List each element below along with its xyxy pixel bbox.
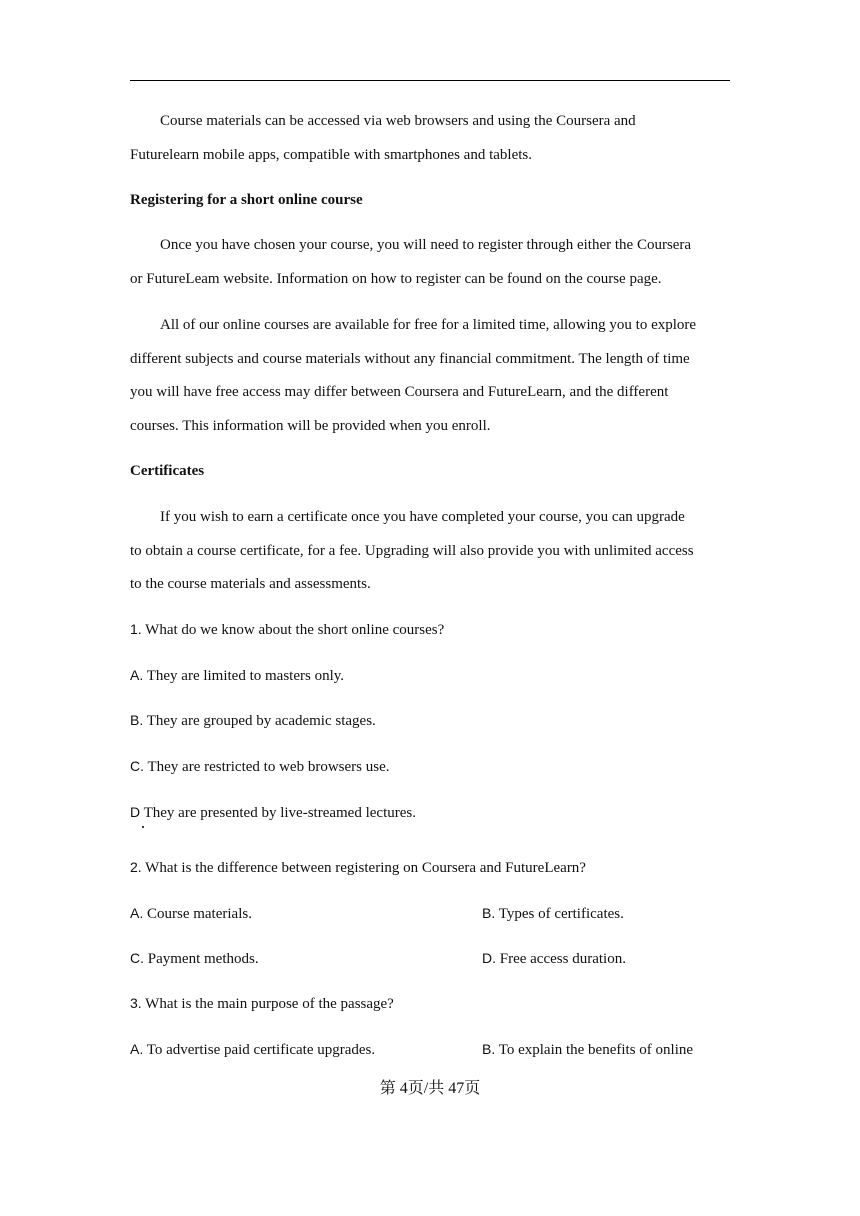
option-label: A. bbox=[130, 1041, 144, 1057]
q1-option-c[interactable] bbox=[130, 756, 389, 777]
option-label: B. bbox=[482, 1041, 496, 1057]
option-text: They are restricted to web browsers use. bbox=[147, 759, 390, 775]
passage-line: Course materials can be accessed via web browsers and using the Coursera and bbox=[160, 113, 636, 129]
question-1 bbox=[130, 619, 444, 640]
question-2 bbox=[130, 857, 586, 878]
q1-option-d[interactable] bbox=[130, 802, 416, 823]
option-text: They are limited to masters only. bbox=[146, 668, 345, 684]
option-text: They are presented by live-streamed lectures. bbox=[143, 805, 416, 821]
passage-line: to the course materials and assessments. bbox=[130, 576, 371, 592]
q1-option-b[interactable] bbox=[130, 710, 376, 731]
question-3 bbox=[130, 993, 394, 1014]
passage-line: to obtain a course certificate, for a fee. Upgrading will also provide you with unlimited access bbox=[130, 543, 694, 559]
option-label: C. bbox=[130, 950, 144, 966]
option-d-dot-mark bbox=[142, 826, 144, 828]
option-label: D. bbox=[482, 950, 496, 966]
q3-option-b[interactable] bbox=[482, 1039, 693, 1060]
option-text: To advertise paid certificate upgrades. bbox=[146, 1042, 376, 1058]
option-text: Payment methods. bbox=[147, 951, 259, 967]
passage-line: Once you have chosen your course, you will need to register through either the Coursera bbox=[160, 237, 692, 253]
option-text: Free access duration. bbox=[499, 951, 626, 967]
passage-line: or FutureLeam website. Information on how to register can be found on the course page. bbox=[130, 271, 662, 287]
question-number: 3. bbox=[130, 995, 142, 1011]
passage-line: different subjects and course materials without any financial commitment. The length of time bbox=[130, 351, 690, 367]
passage-line: If you wish to earn a certificate once you have completed your course, you can upgrade bbox=[160, 509, 685, 525]
option-text: They are grouped by academic stages. bbox=[146, 713, 376, 729]
option-label: C. bbox=[130, 758, 144, 774]
passage-line: Futurelearn mobile apps, compatible with smartphones and tablets. bbox=[130, 147, 532, 163]
question-number: 1. bbox=[130, 621, 142, 637]
option-label: D bbox=[130, 804, 141, 820]
q3-option-a[interactable] bbox=[130, 1039, 375, 1060]
question-text: What is the difference between registering on Coursera and FutureLearn? bbox=[145, 860, 586, 876]
question-text: What do we know about the short online courses? bbox=[145, 622, 445, 638]
option-label: B. bbox=[130, 712, 144, 728]
option-label: A. bbox=[130, 667, 144, 683]
q2-option-c[interactable] bbox=[130, 948, 259, 969]
question-text: What is the main purpose of the passage? bbox=[145, 996, 394, 1012]
option-label: B. bbox=[482, 905, 496, 921]
section-heading-certificates: Certificates bbox=[130, 463, 205, 479]
option-text: Course materials. bbox=[146, 906, 252, 922]
option-text: To explain the benefits of online bbox=[498, 1042, 694, 1058]
q2-option-b[interactable] bbox=[482, 903, 624, 924]
q2-option-d[interactable] bbox=[482, 948, 626, 969]
option-text: Types of certificates. bbox=[498, 906, 624, 922]
section-heading-registering: Registering for a short online course bbox=[130, 192, 363, 208]
question-number: 2. bbox=[130, 859, 142, 875]
page-number-footer: 第 4页/共 47页 bbox=[379, 1080, 481, 1097]
passage-line: All of our online courses are available for free for a limited time, allowing you to explore bbox=[160, 317, 697, 333]
option-label: A. bbox=[130, 905, 144, 921]
header-rule bbox=[130, 80, 730, 81]
passage-line: you will have free access may differ between Coursera and FutureLearn, and the different bbox=[130, 384, 669, 400]
passage-line: courses. This information will be provided when you enroll. bbox=[130, 418, 491, 434]
q2-option-a[interactable] bbox=[130, 903, 252, 924]
q1-option-a[interactable] bbox=[130, 665, 344, 686]
